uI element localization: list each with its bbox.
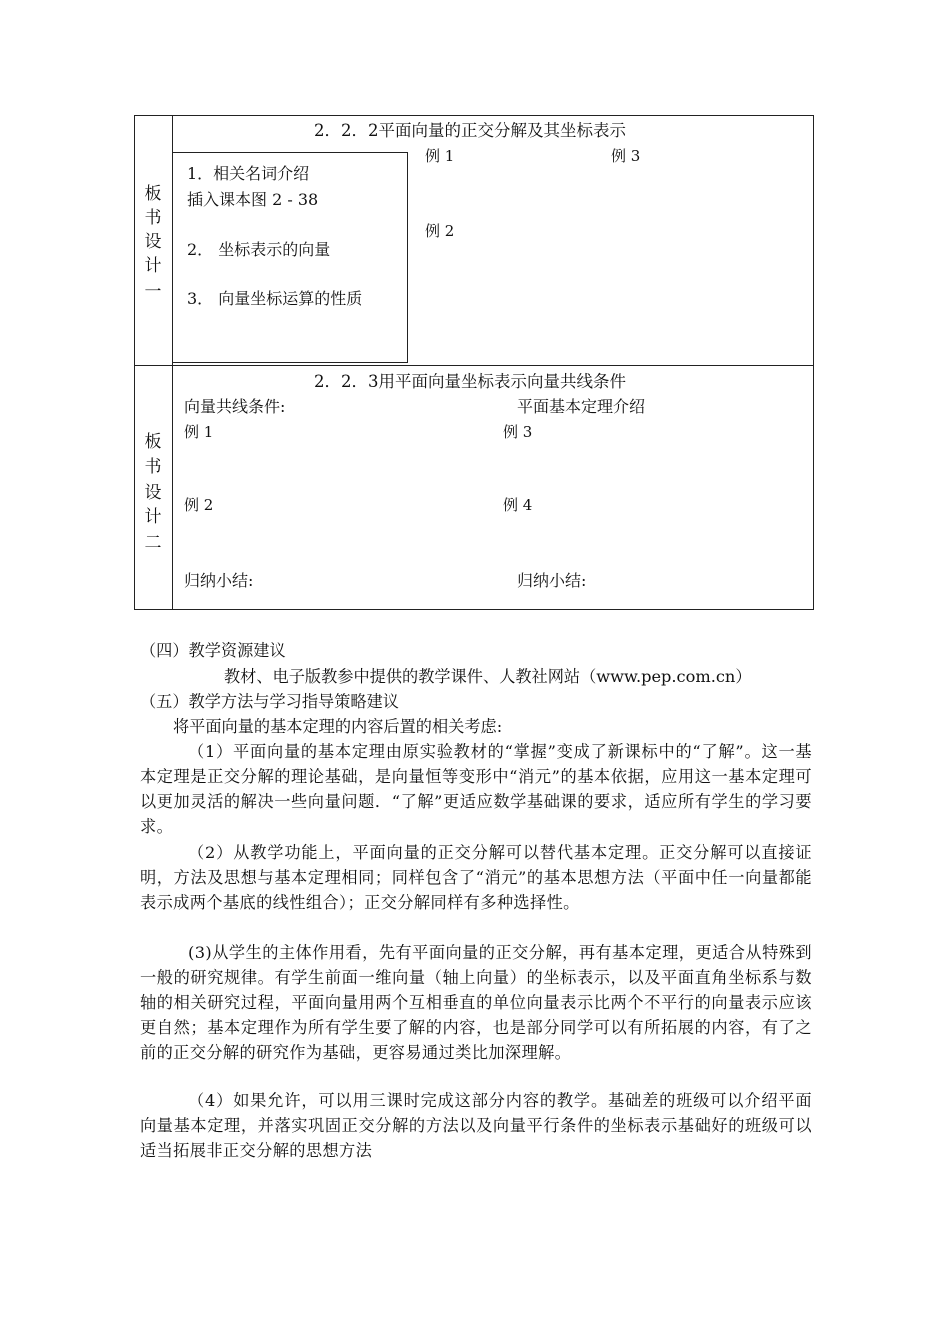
section4-heading: （四）教学资源建议 (140, 641, 286, 660)
paragraph-text: （1）平面向量的基本定理由原实验教材的“掌握”变成了新课标中的“了解”。这一基本定理是正交分解的理论基础，是向量恒等变形中“消元”的基本依据，应用这一基本定理可以更加灵活的解决一些向量问题．“了解”更适应数学基础课的要求，适应所有学生的学习要求。 (140, 742, 812, 836)
board2-example-1: 例 1 (184, 423, 214, 441)
paragraph-text: (3)从学生的主体作用看，先有平面向量的正交分解，再有基本定理，更适合从特殊到一般的研究规律。有学生前面一维向量（轴上向量）的坐标表示，以及平面直角坐标系与数轴的相关研究过程，平面向量用两个互相垂直的单位向量表示比两个不平行的向量表示应该更自然；基本定理作为所有学生要了解的内容，也是部分同学可以有所拓展的内容，有了之前的正交分解的研究作为基础，更容易通过类比加深理解。 (140, 943, 812, 1062)
section5-paragraph-2 (140, 840, 812, 915)
board1-label-char: 书 (144, 208, 162, 228)
board2-summary-right: 归纳小结: (517, 571, 587, 590)
section5-paragraph-3 (140, 940, 812, 1065)
board2-right-heading: 平面基本定理介绍 (517, 397, 646, 416)
board2-example-4: 例 4 (503, 496, 533, 514)
board1-outline-item: 2． 坐标表示的向量 (187, 240, 331, 259)
board2-label-char: 板 (144, 432, 162, 452)
board1-example-3: 例 3 (611, 147, 641, 165)
board2-title: 2．2．3用平面向量坐标表示向量共线条件 (314, 372, 626, 391)
board2-label-char: 计 (144, 507, 162, 527)
board2-left-heading: 向量共线条件: (184, 397, 286, 416)
board2-label-char: 书 (144, 457, 162, 477)
board2-example-3: 例 3 (503, 423, 533, 441)
board1-outline-item: 插入课本图 2 - 38 (187, 190, 319, 209)
board1-example-1: 例 1 (425, 147, 455, 165)
board2-label-char: 二 (144, 533, 162, 553)
section5-intro: 将平面向量的基本定理的内容后置的相关考虑: (173, 717, 503, 736)
board1-example-2: 例 2 (425, 222, 455, 240)
board1-outline-item: 1．相关名词介绍 (187, 164, 310, 183)
board1-outline-item: 3． 向量坐标运算的性质 (187, 289, 363, 308)
section5-paragraph-1 (140, 739, 812, 839)
section5-heading: （五）教学方法与学习指导策略建议 (140, 692, 399, 711)
board1-label-char: 一 (144, 282, 162, 302)
board1-title: 2．2．2平面向量的正交分解及其坐标表示 (314, 121, 626, 140)
paragraph-text: （2）从教学功能上，平面向量的正交分解可以替代基本定理。正交分解可以直接证明，方法及思想与基本定理相同；同样包含了“消元”的基本思想方法（平面中任一向量都能表示成两个基底的线性组合）；正交分解同样有多种选择性。 (140, 843, 812, 912)
paragraph-text: （4）如果允许，可以用三课时完成这部分内容的教学。基础差的班级可以介绍平面向量基本定理，并落实巩固正交分解的方法以及向量平行条件的坐标表示基础好的班级可以适当拓展非正交分解的思想方法 (140, 1091, 812, 1160)
board1-label-char: 计 (144, 256, 162, 276)
board2-label-char: 设 (144, 483, 162, 503)
board1-label-char: 板 (144, 184, 162, 204)
section4-text: 教材、电子版教参中提供的教学课件、人教社网站（www.pep.com.cn） (224, 667, 752, 686)
section5-paragraph-4 (140, 1088, 812, 1163)
board2-example-2: 例 2 (184, 496, 214, 514)
table-row-divider (134, 365, 814, 366)
board2-summary-left: 归纳小结: (184, 571, 254, 590)
board1-label-char: 设 (144, 232, 162, 252)
